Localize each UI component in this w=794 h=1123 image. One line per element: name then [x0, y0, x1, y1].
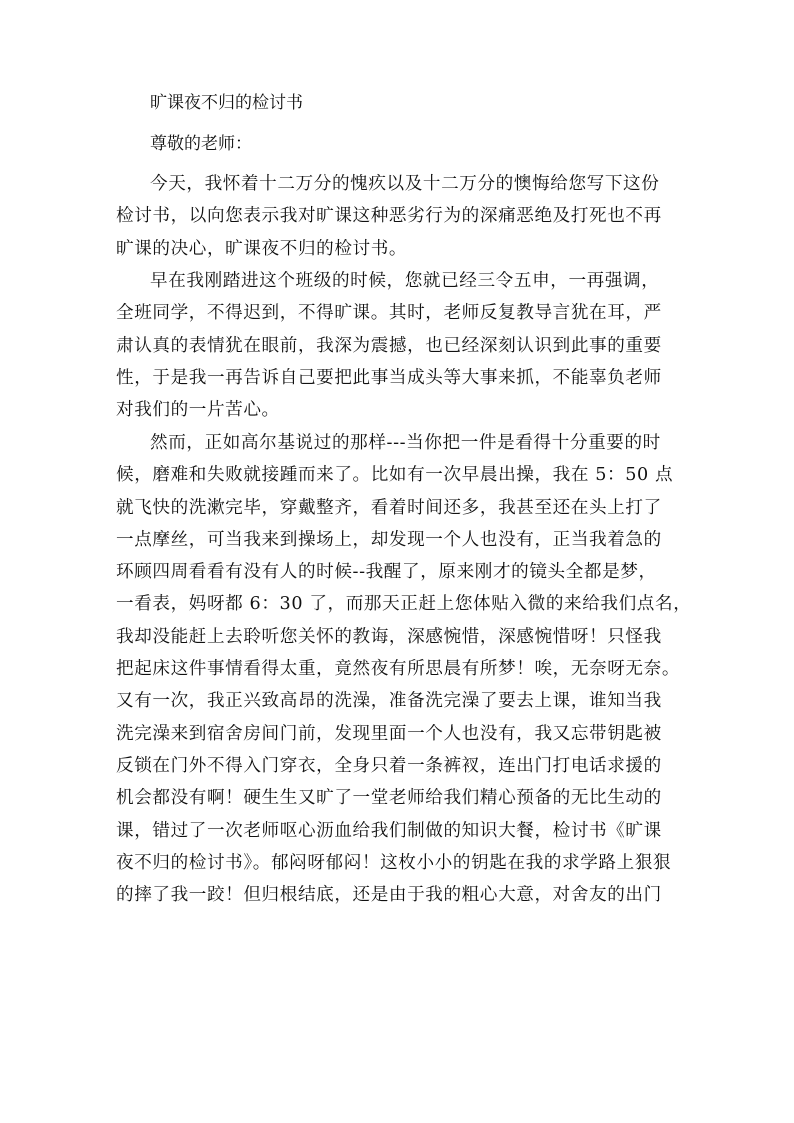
paragraph-2 [116, 265, 686, 426]
text-line: 课，错过了一次老师呕心沥血给我们制做的知识大餐，检讨书《旷课 [116, 820, 662, 841]
text-line: 早在我刚踏进这个班级的时候，您就已经三令五申，一再强调， [150, 271, 660, 291]
text-line: 洗完澡来到宿舍房间门前，发现里面一个人也没有，我又忘带钥匙被 [116, 723, 662, 744]
text-line: 环顾四周看看有没有人的时候--我醒了，原来刚才的镜头全都是梦， [116, 562, 657, 583]
text-line: 候，磨难和失败就接踵而来了。比如有一次早晨出操，我在 5：50 点 [116, 465, 674, 486]
document-title: 旷课夜不归的检讨书 [150, 93, 303, 113]
text-line: 性，于是我一再告诉自己要把此事当成头等大事来抓，不能辜负老师 [116, 367, 662, 388]
text-line: 反锁在门外不得入门穿衣，全身只着一条裤衩，连出门打电话求援的 [116, 755, 662, 776]
text-line: 夜不归的检讨书》。郁闷呀郁闷！这枚小小的钥匙在我的求学路上狠狠 [116, 852, 672, 873]
text-line: 就飞快的洗漱完毕，穿戴整齐，看着时间还多，我甚至还在头上打了 [116, 497, 662, 518]
text-line: 对我们的一片苦心。 [116, 400, 280, 421]
text-line: 旷课的决心，旷课夜不归的检讨书。 [116, 238, 408, 259]
paragraph-3 [116, 427, 692, 911]
text-line: 把起床这件事情看得太重，竟然夜有所思晨有所梦！唉，无奈呀无奈。 [116, 659, 681, 680]
text-line: 全班同学，不得迟到，不得旷课。其时，老师反复教导言犹在耳，严 [116, 303, 662, 324]
text-line: 我却没能赶上去聆听您关怀的教诲，深感惋惜，深感惋惜呀！只怪我 [116, 626, 662, 647]
paragraph-1 [116, 168, 686, 265]
text-line: 的摔了我一跤！但归根结底，还是由于我的粗心大意，对舍友的出门 [116, 885, 662, 906]
text-line: 又有一次，我正兴致高昂的洗澡，准备洗完澡了要去上课，谁知当我 [116, 691, 662, 712]
salutation: 尊敬的老师： [150, 134, 252, 154]
text-line: 今天，我怀着十二万分的愧疚以及十二万分的懊悔给您写下这份 [150, 174, 660, 194]
text-line: 机会都没有啊！硬生生又旷了一堂老师给我们精心预备的无比生动的 [116, 788, 662, 809]
text-line: 检讨书，以向您表示我对旷课这种恶劣行为的深痛恶绝及打死也不再 [116, 206, 662, 227]
text-line: 一看表，妈呀都 6：30 了，而那天正赶上您体贴入微的来给我们点名， [116, 594, 692, 615]
text-line: 一点摩丝，可当我来到操场上，却发现一个人也没有，正当我着急的 [116, 529, 662, 550]
text-line: 然而，正如高尔基说过的那样---当你把一件是看得十分重要的时 [150, 433, 661, 453]
text-line: 肃认真的表情犹在眼前，我深为震撼，也已经深刻认识到此事的重要 [116, 335, 662, 356]
